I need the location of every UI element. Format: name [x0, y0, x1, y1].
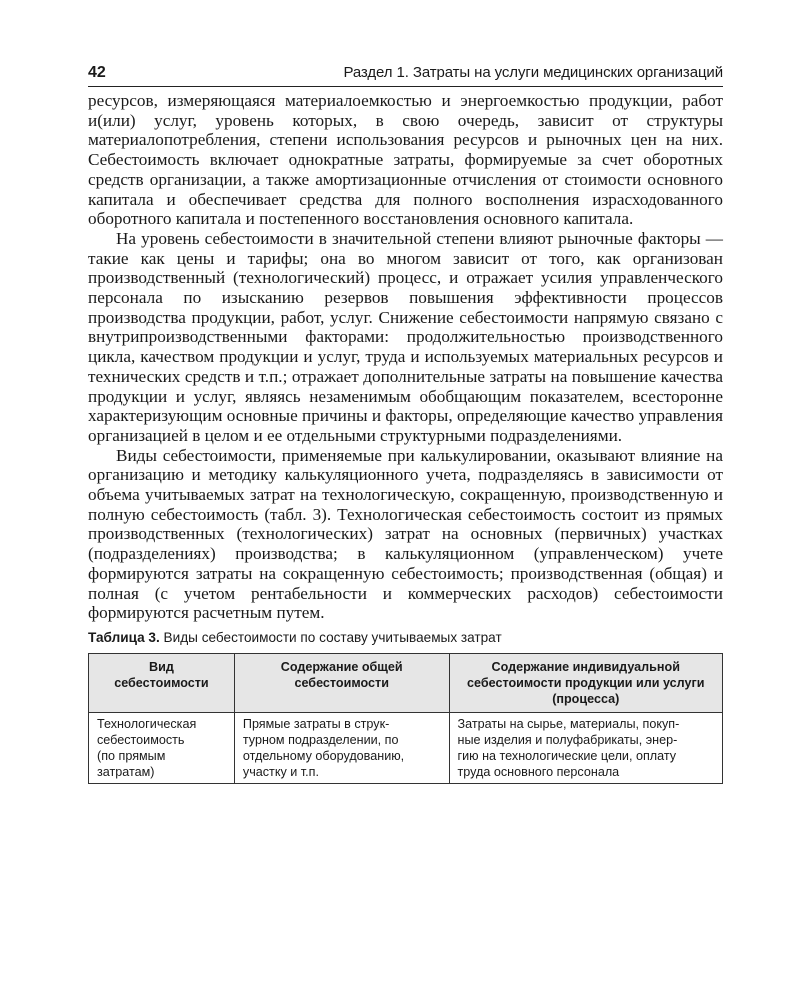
running-head	[88, 64, 723, 87]
cell-cost-type: Технологическая себестоимость (по прямым затратам)	[89, 712, 235, 783]
paragraph-1: ресурсов, измеряющаяся материалоемкостью и энергоемкостью продукции, работ и(или) услуг, уровень которых, в свою очередь, зависит от структуры материалопотребления, степени использования ресурсов и рыночных цен на них. Себестоимость включает однократные затраты, формируемые за счет оборотных средств организации, а также амортизационные отчисления от стоимости основного капитала и обеспечивает средства для полного восполнения израсходованного оборотного капитала и постепенного восстановления основного капитала.	[88, 91, 723, 229]
header-cost-type: Вид себестоимости	[89, 653, 235, 712]
paragraph-3: Виды себестоимости, применяемые при калькулировании, оказывают влияние на организацию и методику калькуляционного учета, подразделяясь в зависимости от объема учитываемых затрат на технологическую, сокращенную, производственную и полную себестоимость (табл. 3). Технологическая себестоимость состоит из прямых производственных (технологических) затрат на основных (первичных) участках (подразделениях) производства; в калькуляционном (управленческом) учете формируются затраты на сокращенную себестоимость; производственная (общая) и полная (с учетом рентабельности и коммерческих расходов) себестоимости формируются расчетным путем.	[88, 445, 723, 623]
cell-general-content: Прямые затраты в струк- турном подразделении, по отдельному оборудованию, участку и т.п.	[234, 712, 449, 783]
header-individual-content: Содержание индивидуальной себестоимости продукции или услуги (процесса)	[449, 653, 722, 712]
book-page	[88, 64, 723, 784]
cell-individual-content: Затраты на сырье, материалы, покуп- ные изделия и полуфабрикаты, энер- гию на технологические цели, оплату труда основного персонала	[449, 712, 722, 783]
paragraph-2: На уровень себестоимости в значительной степени влияют рыночные факторы — такие как цены и тарифы; она во многом зависит от того, как организован производственный (технологический) процесс, и отражает усилия управленческого персонала по изысканию резервов повышения эффективности процессов производства продукции, работ, услуг. Снижение себестоимости напрямую связано с внутрипроизводственными факторами: продолжительностью производственного цикла, качеством продукции и услуг, труда и используемых материальных ресурсов и технических средств и т.п.; отражает дополнительные затраты на повышение качества продукции и услуг, являясь незаменимым обобщающим показателем, всесторонне характеризующим основные причины и факторы, определяющие качество управления организацией в целом и ее отдельными структурными подразделениями.	[88, 228, 723, 445]
page-number: 42	[88, 64, 106, 81]
body-text	[88, 91, 723, 623]
table-caption	[88, 629, 723, 647]
table-caption-label: Таблица 3.	[88, 629, 160, 645]
table-header-row	[89, 653, 723, 712]
section-title: Раздел 1. Затраты на услуги медицинских организаций	[343, 64, 723, 81]
table-row	[89, 712, 723, 783]
table-caption-text: Виды себестоимости по составу учитываемых затрат	[159, 629, 502, 645]
header-general-content: Содержание общей себестоимости	[234, 653, 449, 712]
cost-types-table	[88, 653, 723, 784]
